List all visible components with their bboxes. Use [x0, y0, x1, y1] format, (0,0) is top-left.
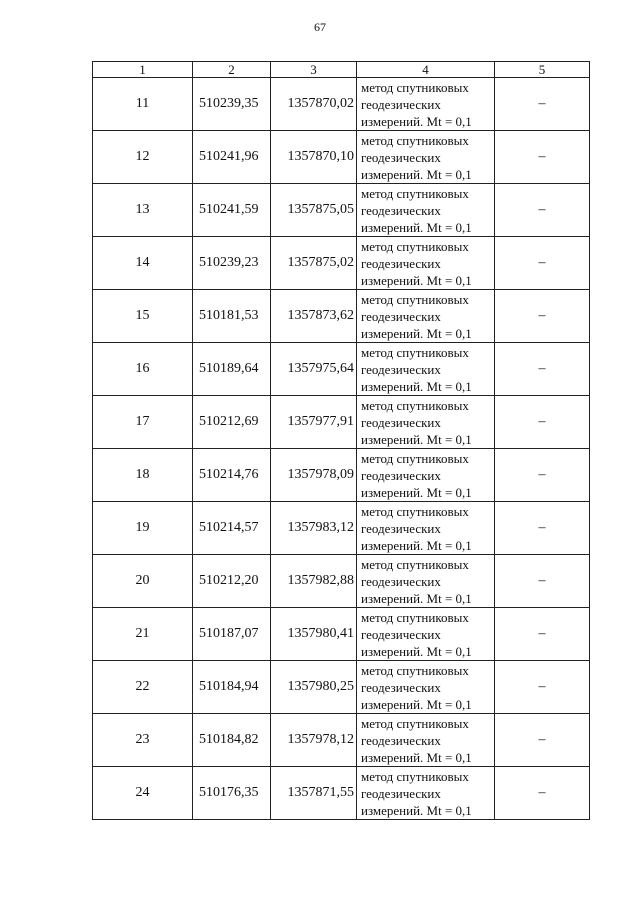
y-coordinate-cell: 1357975,64	[271, 343, 357, 396]
point-number-cell: 13	[93, 184, 193, 237]
y-coordinate-cell: 1357870,10	[271, 131, 357, 184]
x-coordinate-cell: 510212,20	[193, 555, 271, 608]
method-cell: метод спутниковых геодезических измерений. Mt = 0,1	[357, 343, 495, 396]
point-number-cell: 24	[93, 767, 193, 820]
point-number-cell: 15	[93, 290, 193, 343]
table-body	[93, 78, 590, 820]
note-cell: –	[495, 78, 590, 131]
note-cell: –	[495, 184, 590, 237]
y-coordinate-cell: 1357978,12	[271, 714, 357, 767]
note-cell: –	[495, 555, 590, 608]
table-row	[93, 343, 590, 396]
point-number-cell: 14	[93, 237, 193, 290]
point-number-cell: 12	[93, 131, 193, 184]
table-row	[93, 78, 590, 131]
note-cell: –	[495, 714, 590, 767]
header-col-1: 1	[93, 62, 193, 78]
y-coordinate-cell: 1357871,55	[271, 767, 357, 820]
x-coordinate-cell: 510187,07	[193, 608, 271, 661]
note-cell: –	[495, 767, 590, 820]
table-row	[93, 555, 590, 608]
table-row	[93, 502, 590, 555]
method-cell: метод спутниковых геодезических измерений. Mt = 0,1	[357, 767, 495, 820]
x-coordinate-cell: 510184,94	[193, 661, 271, 714]
x-coordinate-cell: 510239,23	[193, 237, 271, 290]
y-coordinate-cell: 1357977,91	[271, 396, 357, 449]
method-cell: метод спутниковых геодезических измерений. Mt = 0,1	[357, 237, 495, 290]
table-row	[93, 608, 590, 661]
method-cell: метод спутниковых геодезических измерений. Mt = 0,1	[357, 661, 495, 714]
point-number-cell: 16	[93, 343, 193, 396]
page-number: 67	[314, 20, 326, 34]
x-coordinate-cell: 510212,69	[193, 396, 271, 449]
point-number-cell: 23	[93, 714, 193, 767]
y-coordinate-cell: 1357982,88	[271, 555, 357, 608]
note-cell: –	[495, 237, 590, 290]
table-header-row	[93, 62, 590, 78]
method-cell: метод спутниковых геодезических измерений. Mt = 0,1	[357, 78, 495, 131]
table-row	[93, 661, 590, 714]
table-row	[93, 131, 590, 184]
y-coordinate-cell: 1357980,25	[271, 661, 357, 714]
point-number-cell: 19	[93, 502, 193, 555]
header-col-3: 3	[271, 62, 357, 78]
x-coordinate-cell: 510214,76	[193, 449, 271, 502]
y-coordinate-cell: 1357873,62	[271, 290, 357, 343]
header-col-2: 2	[193, 62, 271, 78]
method-cell: метод спутниковых геодезических измерений. Mt = 0,1	[357, 184, 495, 237]
method-cell: метод спутниковых геодезических измерений. Mt = 0,1	[357, 290, 495, 343]
method-cell: метод спутниковых геодезических измерений. Mt = 0,1	[357, 502, 495, 555]
y-coordinate-cell: 1357875,02	[271, 237, 357, 290]
method-cell: метод спутниковых геодезических измерений. Mt = 0,1	[357, 555, 495, 608]
point-number-cell: 20	[93, 555, 193, 608]
point-number-cell: 22	[93, 661, 193, 714]
table-row	[93, 184, 590, 237]
point-number-cell: 21	[93, 608, 193, 661]
x-coordinate-cell: 510241,59	[193, 184, 271, 237]
x-coordinate-cell: 510214,57	[193, 502, 271, 555]
y-coordinate-cell: 1357870,02	[271, 78, 357, 131]
header-col-4: 4	[357, 62, 495, 78]
table-row	[93, 449, 590, 502]
y-coordinate-cell: 1357978,09	[271, 449, 357, 502]
method-cell: метод спутниковых геодезических измерений. Mt = 0,1	[357, 449, 495, 502]
method-cell: метод спутниковых геодезических измерений. Mt = 0,1	[357, 131, 495, 184]
table-row	[93, 237, 590, 290]
x-coordinate-cell: 510241,96	[193, 131, 271, 184]
header-col-5: 5	[495, 62, 590, 78]
note-cell: –	[495, 449, 590, 502]
note-cell: –	[495, 343, 590, 396]
note-cell: –	[495, 131, 590, 184]
point-number-cell: 17	[93, 396, 193, 449]
note-cell: –	[495, 290, 590, 343]
x-coordinate-cell: 510189,64	[193, 343, 271, 396]
point-number-cell: 18	[93, 449, 193, 502]
note-cell: –	[495, 608, 590, 661]
x-coordinate-cell: 510239,35	[193, 78, 271, 131]
coordinates-table	[92, 61, 590, 820]
note-cell: –	[495, 396, 590, 449]
table-row	[93, 714, 590, 767]
table-row	[93, 767, 590, 820]
x-coordinate-cell: 510184,82	[193, 714, 271, 767]
table-row	[93, 290, 590, 343]
method-cell: метод спутниковых геодезических измерений. Mt = 0,1	[357, 396, 495, 449]
x-coordinate-cell: 510181,53	[193, 290, 271, 343]
y-coordinate-cell: 1357980,41	[271, 608, 357, 661]
x-coordinate-cell: 510176,35	[193, 767, 271, 820]
table-row	[93, 396, 590, 449]
y-coordinate-cell: 1357983,12	[271, 502, 357, 555]
note-cell: –	[495, 502, 590, 555]
method-cell: метод спутниковых геодезических измерений. Mt = 0,1	[357, 608, 495, 661]
point-number-cell: 11	[93, 78, 193, 131]
note-cell: –	[495, 661, 590, 714]
y-coordinate-cell: 1357875,05	[271, 184, 357, 237]
method-cell: метод спутниковых геодезических измерений. Mt = 0,1	[357, 714, 495, 767]
